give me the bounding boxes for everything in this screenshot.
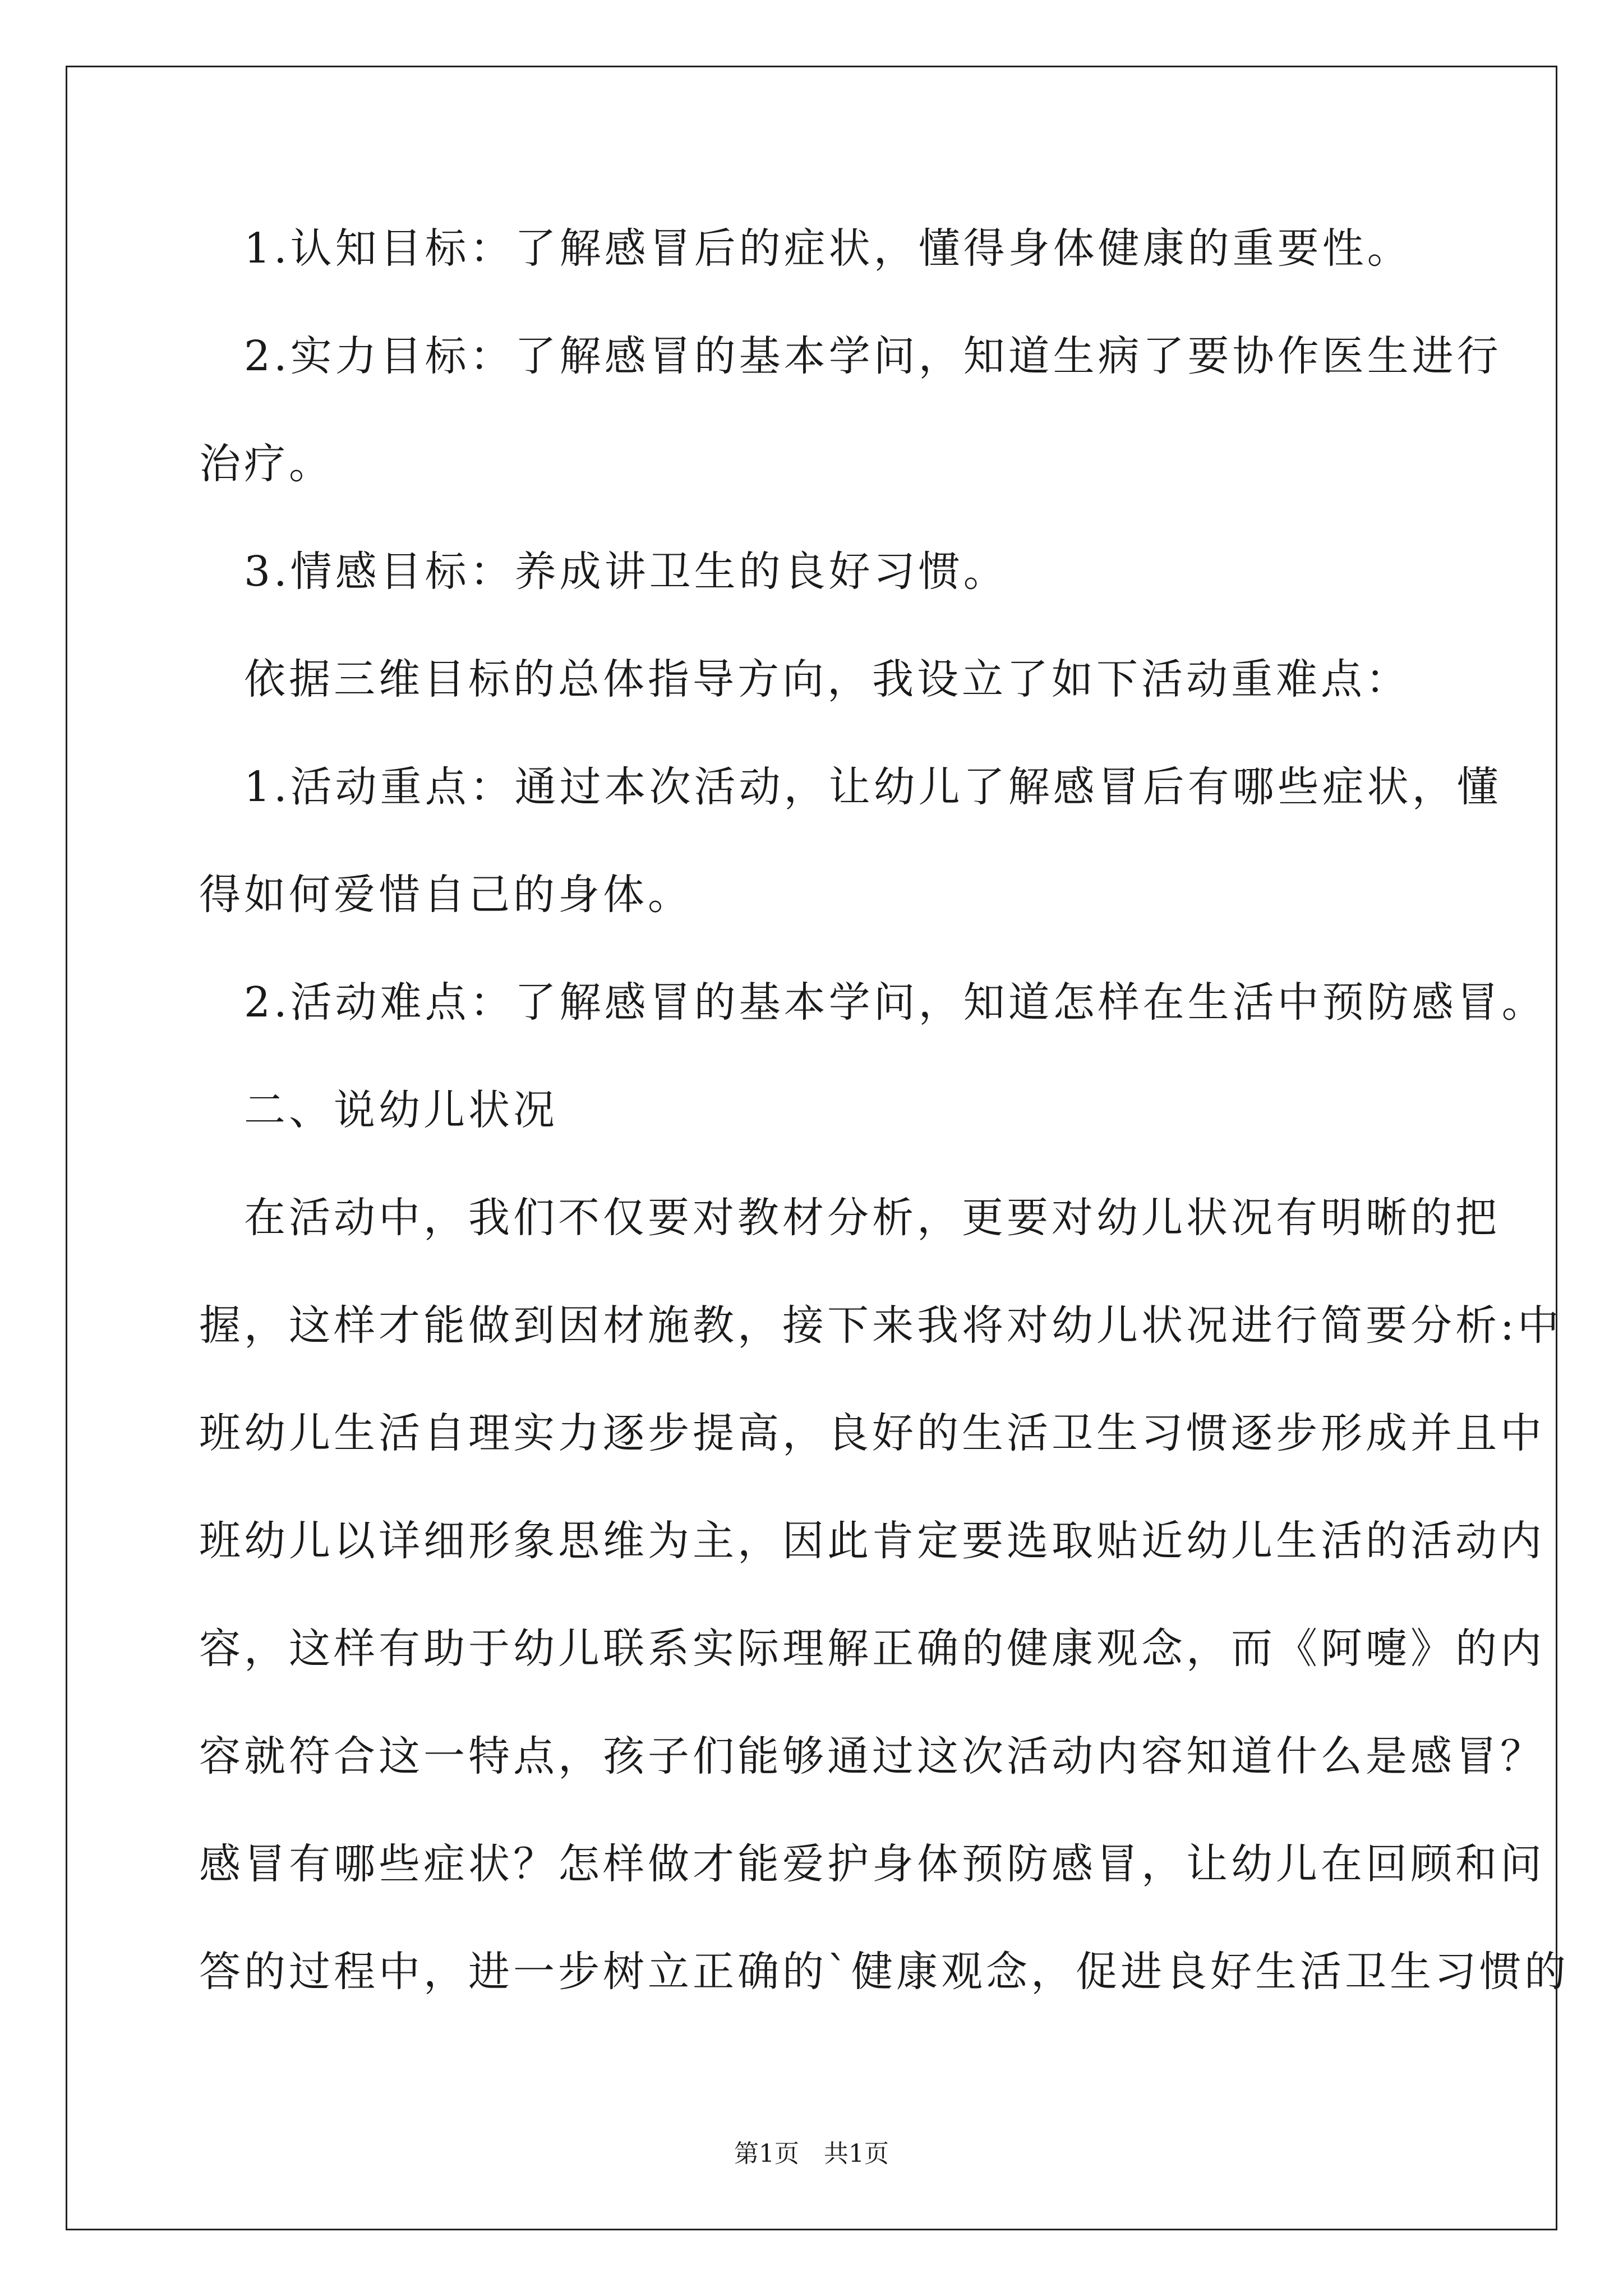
paragraph-line: 治疗。 bbox=[199, 440, 334, 488]
section-heading: 二、说幼儿状况 bbox=[199, 1086, 558, 1134]
paragraph-line: 握，这样才能做到因材施教，接下来我将对幼儿状况进行简要分析:中 bbox=[199, 1301, 1562, 1350]
paragraph-line: 在活动中，我们不仅要对教材分析，更要对幼儿状况有明晰的把 bbox=[199, 1194, 1500, 1242]
paragraph-line: 班幼儿生活自理实力逐步提高，良好的生活卫生习惯逐步形成并且中 bbox=[199, 1409, 1545, 1457]
paragraph-line: 1.认知目标：了解感冒后的症状，懂得身体健康的重要性。 bbox=[199, 224, 1412, 273]
paragraph-line: 答的过程中，进一步树立正确的`健康观念，促进良好生活卫生习惯的 bbox=[199, 1948, 1569, 1996]
paragraph-line: 容就符合这一特点，孩子们能够通过这次活动内容知道什么是感冒？ bbox=[199, 1732, 1545, 1780]
paragraph-line: 3.情感目标：养成讲卫生的良好习惯。 bbox=[199, 547, 1008, 596]
paragraph-line: 感冒有哪些症状？怎样做才能爱护身体预防感冒，让幼儿在回顾和问 bbox=[199, 1840, 1545, 1888]
paragraph-line: 班幼儿以详细形象思维为主，因此肯定要选取贴近幼儿生活的活动内 bbox=[199, 1517, 1545, 1565]
paragraph-line: 1.活动重点：通过本次活动，让幼儿了解感冒后有哪些症状，懂 bbox=[199, 763, 1502, 811]
paragraph-line: 依据三维目标的总体指导方向，我设立了如下活动重难点： bbox=[199, 655, 1410, 703]
page-border bbox=[66, 66, 1557, 2230]
paragraph-line: 得如何爱惜自己的身体。 bbox=[199, 871, 693, 919]
paragraph-line: 容，这样有助于幼儿联系实际理解正确的健康观念，而《阿嚏》的内 bbox=[199, 1625, 1545, 1673]
page-footer: 第1页 共1页 bbox=[734, 2139, 889, 2168]
paragraph-line: 2.活动难点：了解感冒的基本学问，知道怎样在生活中预防感冒。 bbox=[199, 978, 1547, 1027]
paragraph-line: 2.实力目标：了解感冒的基本学问，知道生病了要协作医生进行 bbox=[199, 332, 1502, 380]
